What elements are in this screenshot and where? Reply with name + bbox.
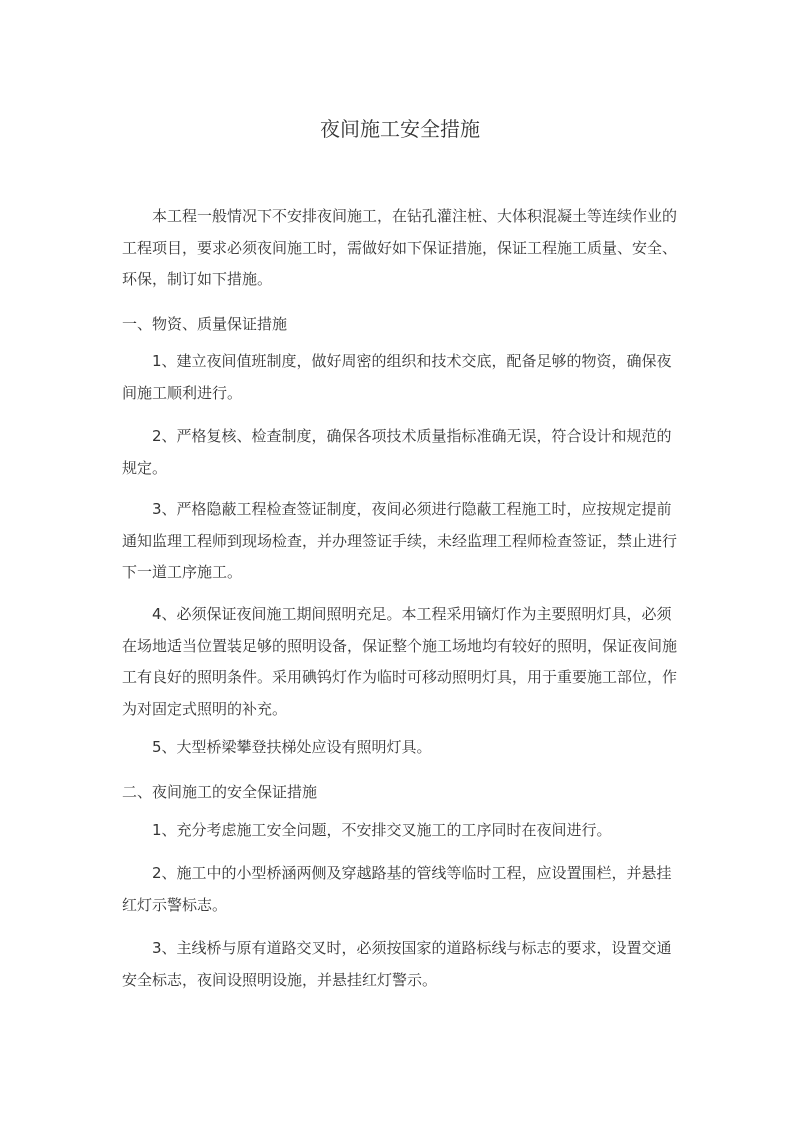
list-item: 3、主线桥与原有道路交叉时，必须按国家的道路标线与标志的要求，设置交通安全标志，夜间设照明设施，并悬挂红灯警示。	[122, 939, 672, 989]
list-item: 2、严格复核、检查制度，确保各项技术质量指标准确无误，符合设计和规范的规定。	[122, 427, 672, 477]
section1-heading: 一、物资、质量保证措施	[122, 315, 288, 333]
section2-item-3	[122, 933, 682, 996]
list-item: 5、大型桥梁攀登扶梯处应设有照明灯具。	[152, 738, 432, 756]
document-title: 夜间施工安全措施	[320, 117, 480, 141]
list-item: 4、必须保证夜间施工期间照明充足。本工程采用镝灯作为主要照明灯具，必须在场地适当位置装足够的照明设备，保证整个施工场地均有较好的照明，保证夜间施工有良好的照明条件。采用碘钨灯作为临时可移动照明灯具，用于重要施工部位，作为对固定式照明的补充。	[122, 605, 678, 718]
section1-item-2	[122, 421, 682, 484]
intro-text: 本工程一般情况下不安排夜间施工，在钻孔灌注桩、大体积混凝土等连续作业的工程项目，要求必须夜间施工时，需做好如下保证措施，保证工程施工质量、安全、环保，制订如下措施。	[122, 207, 678, 288]
list-item: 1、建立夜间值班制度，做好周密的组织和技术交底，配备足够的物资，确保夜间施工顺利进行。	[122, 352, 672, 402]
list-item: 3、严格隐蔽工程检查签证制度，夜间必须进行隐蔽工程施工时，应按规定提前通知监理工程师到现场检查，并办理签证手续，未经监理工程师检查签证，禁止进行下一道工序施工。	[122, 500, 678, 581]
list-item: 1、充分考虑施工安全问题，不安排交叉施工的工序同时在夜间进行。	[152, 821, 612, 839]
section1-item-1	[122, 346, 682, 409]
section1-item-4	[122, 599, 682, 725]
section2-item-1	[122, 815, 682, 847]
section2-item-2	[122, 858, 682, 921]
section1-item-5	[122, 732, 682, 764]
section1-item-3	[122, 494, 682, 589]
section2-heading: 二、夜间施工的安全保证措施	[122, 783, 318, 801]
intro-paragraph	[122, 201, 682, 296]
list-item: 2、施工中的小型桥涵两侧及穿越路基的管线等临时工程，应设置围栏，并悬挂红灯示警标志。	[122, 864, 672, 914]
